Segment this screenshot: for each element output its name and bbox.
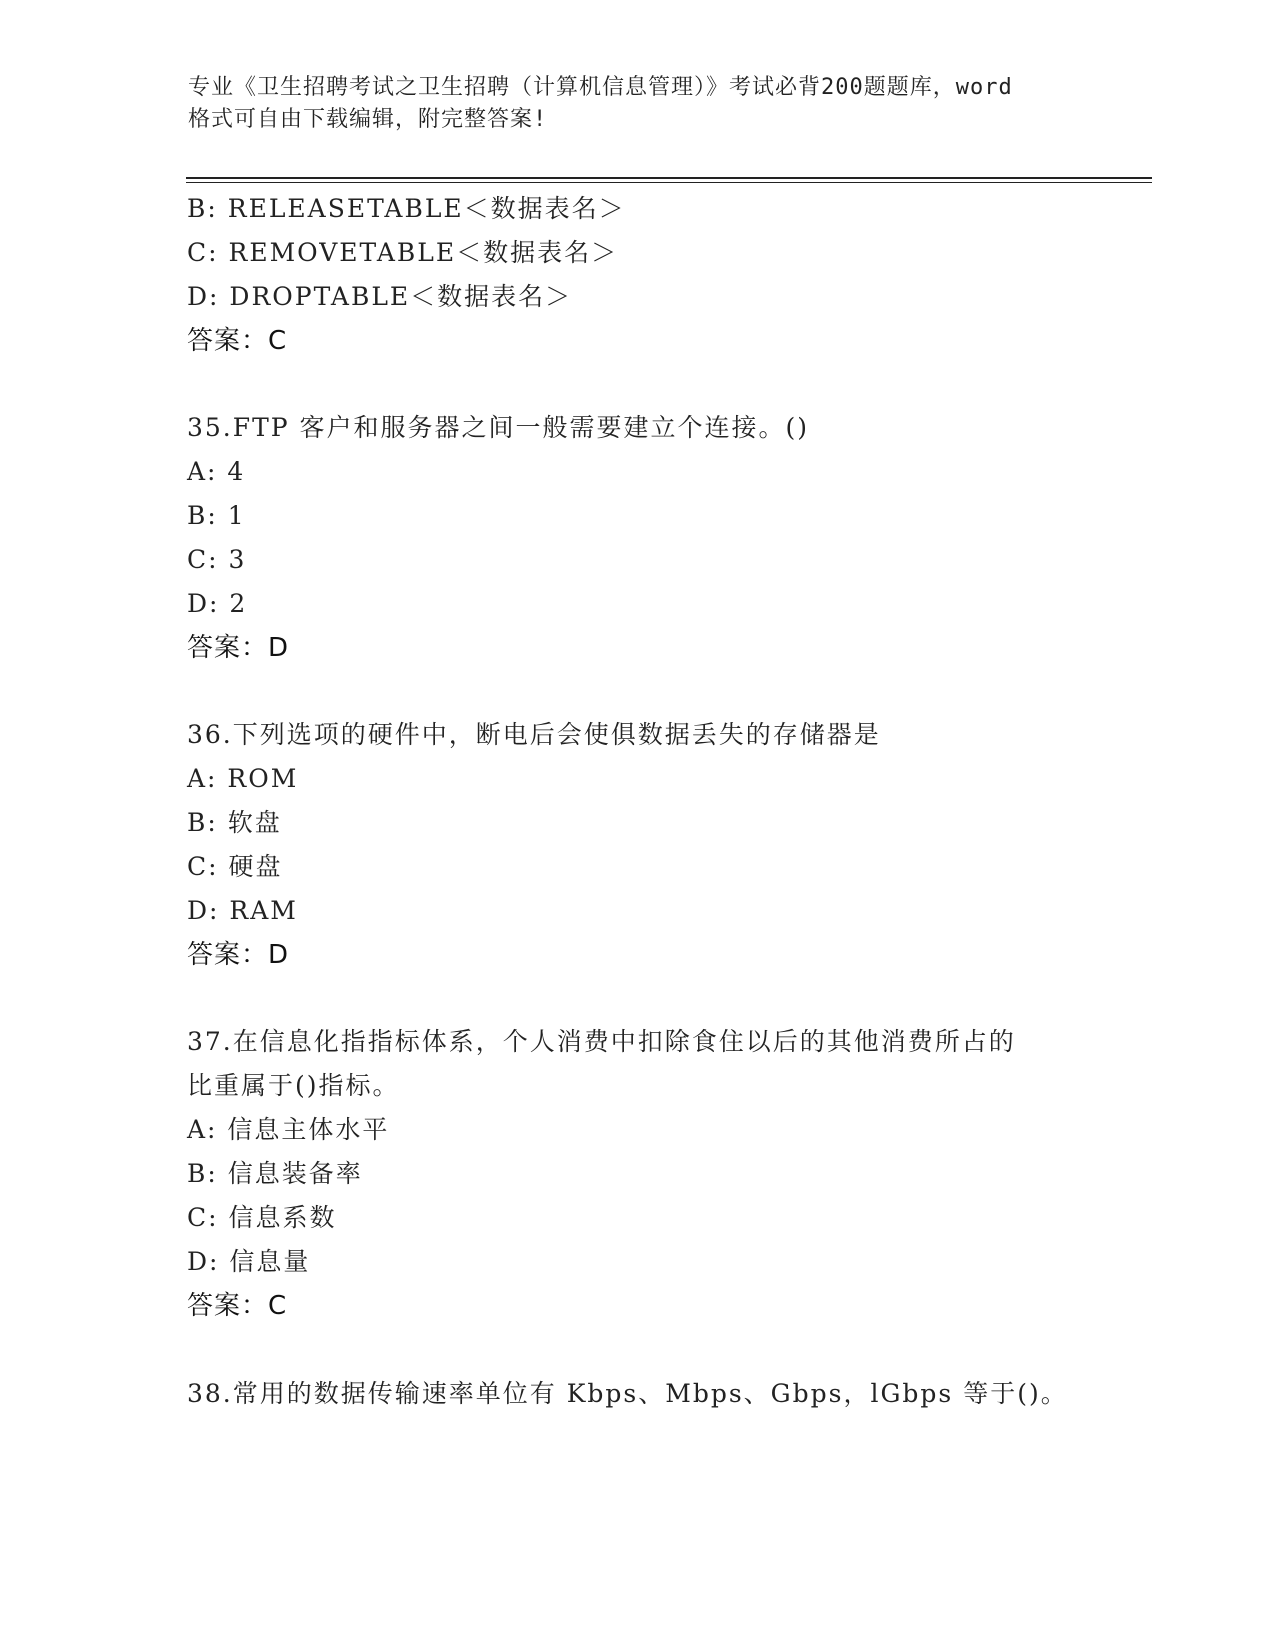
option-a: A: ROM [187, 764, 299, 793]
answer: 答案：C [187, 1291, 288, 1321]
option-c: C: 信息系数 [187, 1203, 337, 1232]
question-stem: 38.常用的数据传输速率单位有 Kbps、Mbps、Gbps，lGbps 等于()。 [187, 1379, 1068, 1408]
header-divider [186, 177, 1152, 179]
option-b: B: 信息装备率 [187, 1159, 363, 1188]
option-d: D: RAM [187, 896, 298, 925]
option-d: D: 信息量 [187, 1247, 311, 1276]
option-b: B: 1 [187, 501, 246, 530]
option-c: C: 硬盘 [187, 852, 283, 881]
option-d: D: DROPTABLE＜数据表名＞ [187, 282, 573, 311]
answer: 答案：D [187, 940, 290, 970]
option-b: B: 软盘 [187, 808, 282, 837]
header-line-2: 格式可自由下载编辑，附完整答案! [188, 107, 548, 132]
option-a: A: 信息主体水平 [187, 1115, 390, 1144]
option-a: A: 4 [187, 457, 246, 486]
option-c: C: REMOVETABLE＜数据表名＞ [187, 238, 619, 267]
question-stem-line-1: 37.在信息化指指标体系，个人消费中扣除食住以后的其他消费所占的 [187, 1027, 1016, 1056]
option-b: B: RELEASETABLE＜数据表名＞ [187, 194, 626, 223]
question-stem: 36.下列选项的硬件中，断电后会使俱数据丢失的存储器是 [187, 720, 881, 749]
answer: 答案：C [187, 326, 288, 356]
answer: 答案：D [187, 633, 290, 663]
option-d: D: 2 [187, 589, 248, 618]
header-divider-thin [186, 182, 1152, 183]
question-stem: 35.FTP 客户和服务器之间一般需要建立个连接。() [187, 413, 810, 442]
document-header [188, 72, 1088, 136]
question-stem-line-2: 比重属于()指标。 [187, 1071, 400, 1100]
header-line-1: 专业《卫生招聘考试之卫生招聘（计算机信息管理）》考试必背200题题库，word [188, 75, 1013, 100]
option-c: C: 3 [187, 545, 247, 574]
